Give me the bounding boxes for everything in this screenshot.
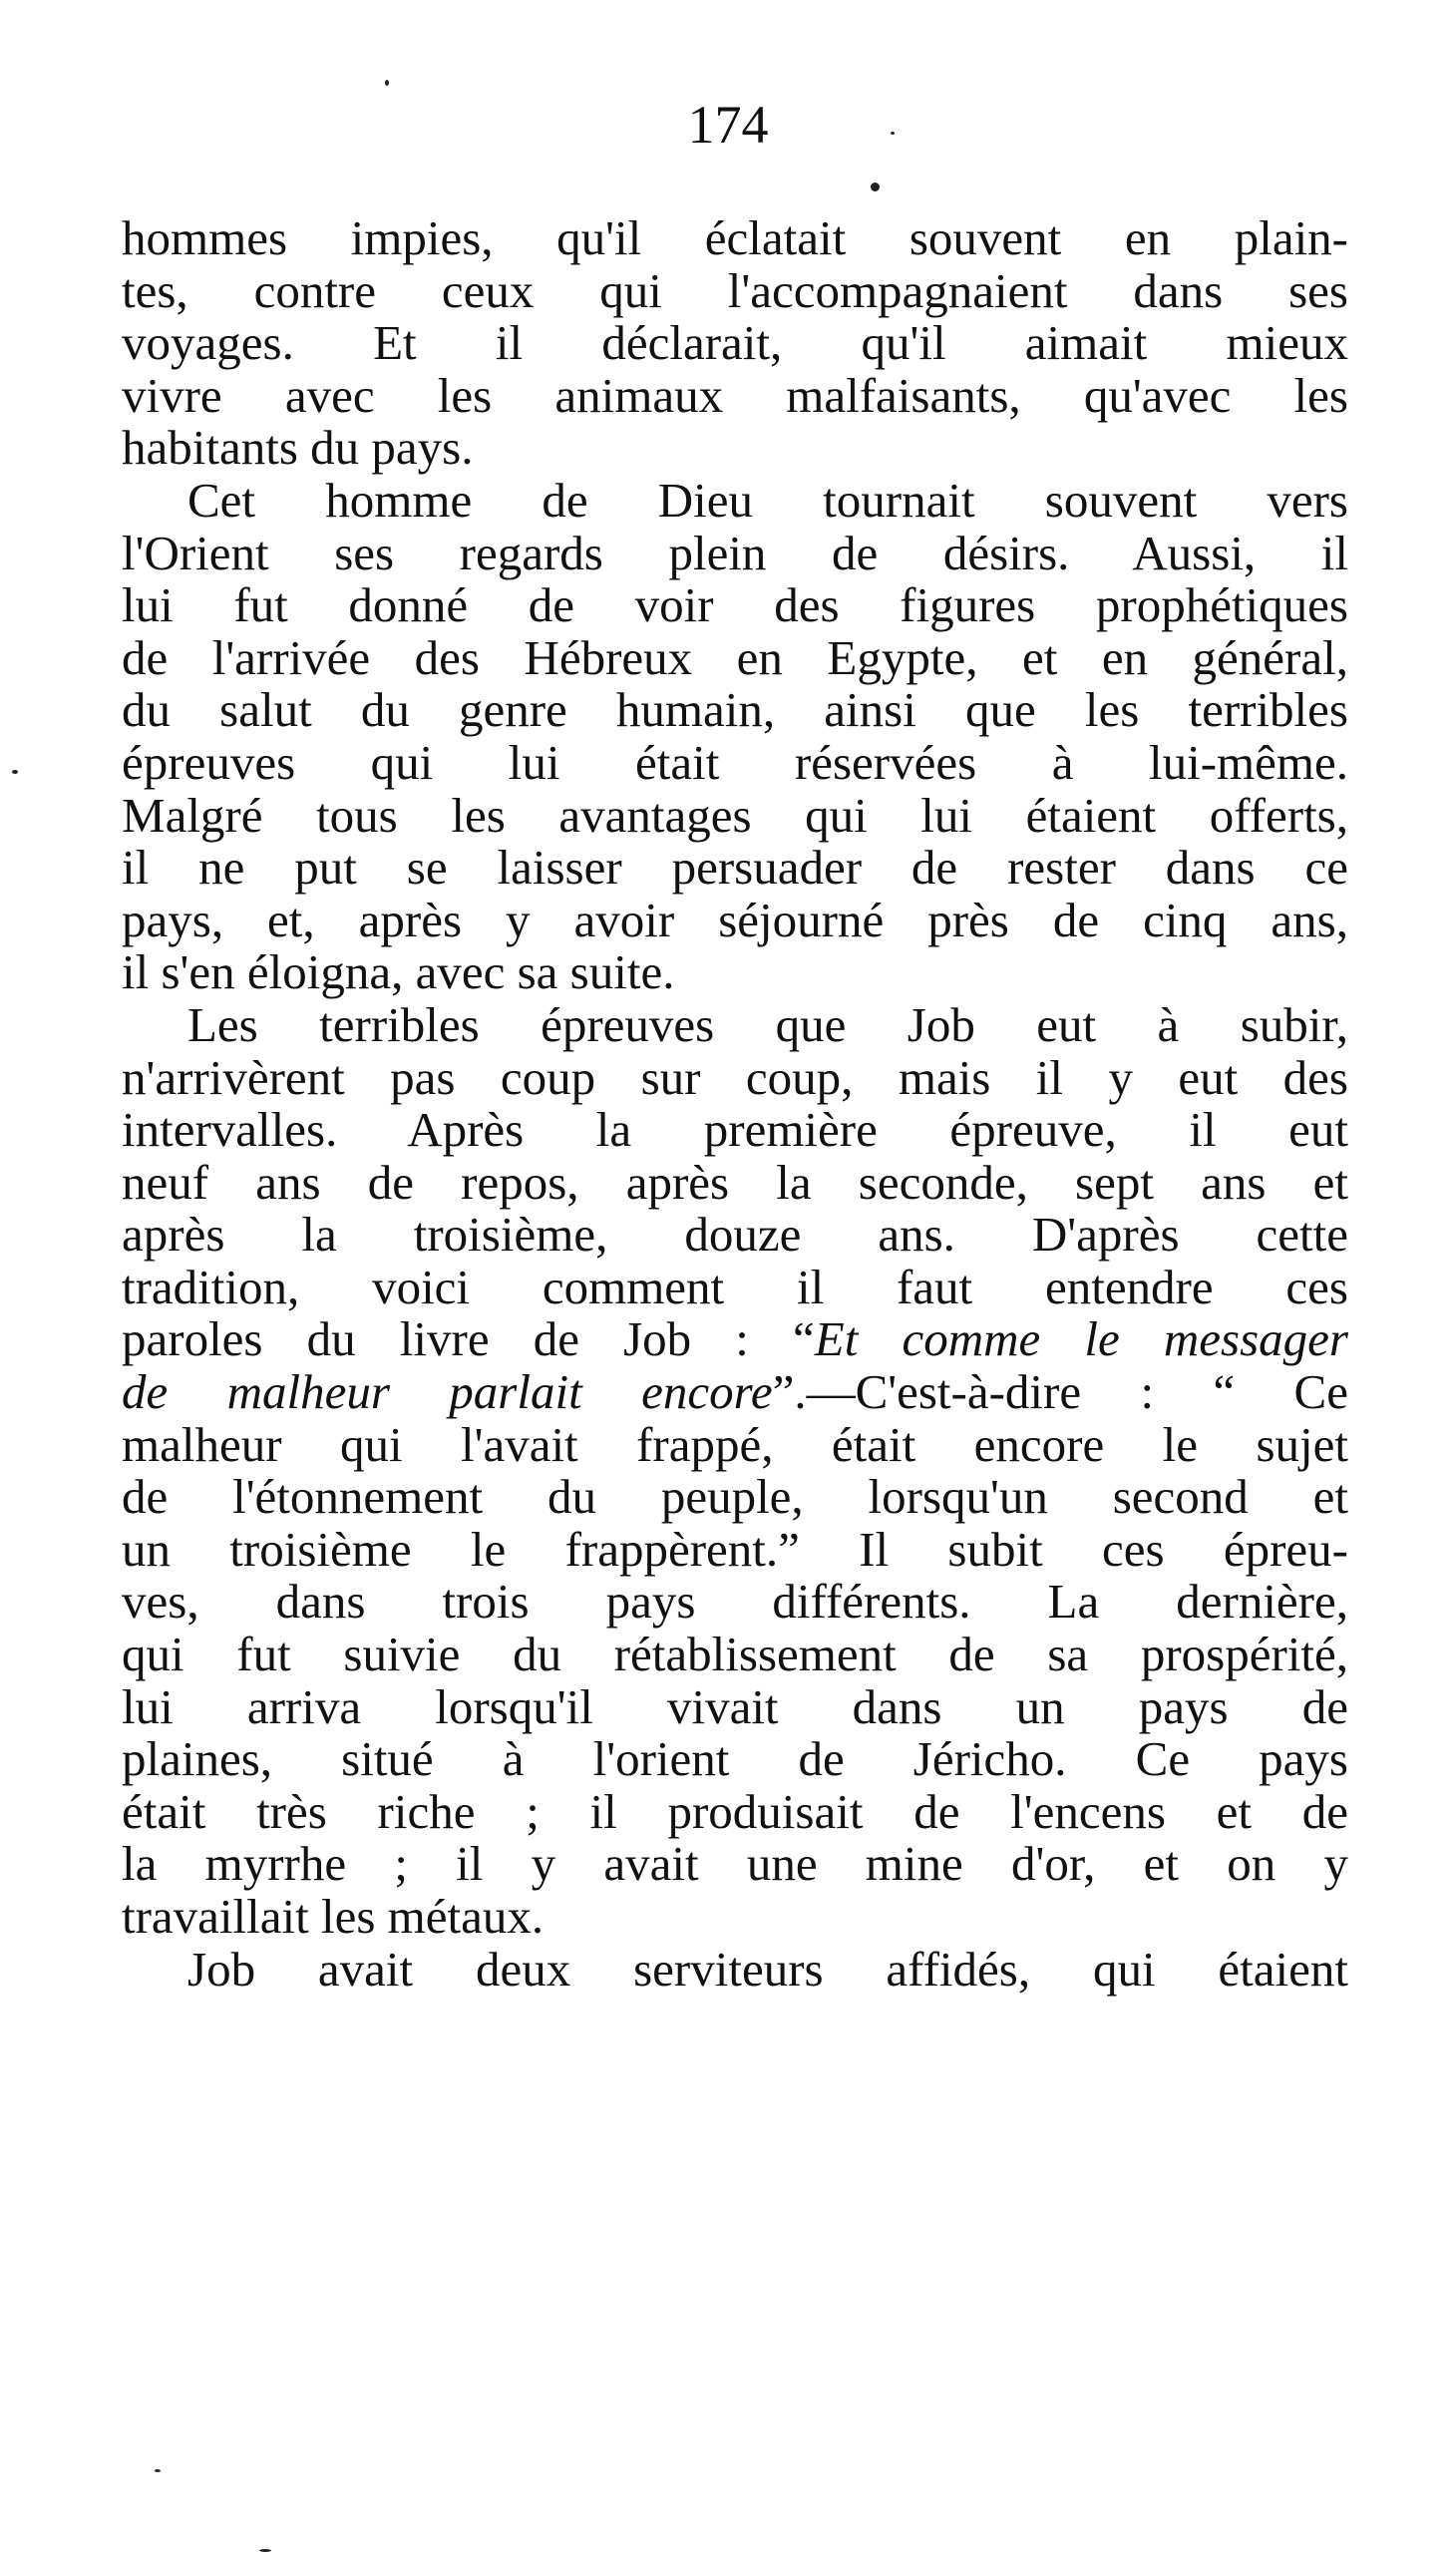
- text-line: de l'arrivée des Hébreux en Egypte, et en général,: [122, 629, 1348, 685]
- scan-speck: [155, 2469, 161, 2472]
- text-line: travaillait les métaux.: [122, 1889, 545, 1944]
- paragraph-start-line: Job avait deux serviteurs affidés, qui étaient: [187, 1941, 1348, 1997]
- scan-speck: [12, 770, 18, 774]
- text-line: tes, contre ceux qui l'accompagnaient dans ses: [122, 262, 1348, 318]
- scan-speck: [871, 182, 880, 191]
- body-text: [122, 212, 1348, 1996]
- text-line: du salut du genre humain, ainsi que les terribles: [122, 682, 1348, 738]
- text-line: il s'en éloigna, avec sa suite.: [122, 944, 675, 1000]
- text-line: l'Orient ses regards plein de désirs. Aussi, il: [122, 525, 1348, 580]
- text-line: ves, dans trois pays différents. La dernière,: [122, 1574, 1348, 1630]
- text-line: lui fut donné de voir des figures prophétiques: [122, 577, 1348, 633]
- text-line: épreuves qui lui était réservées à lui-même.: [122, 734, 1348, 790]
- page-number: 174: [687, 95, 769, 155]
- scan-speck: [891, 132, 895, 135]
- text-line: qui fut suivie du rétablissement de sa prospérité,: [122, 1627, 1348, 1682]
- text-line: neuf ans de repos, après la seconde, sept ans et: [122, 1154, 1348, 1210]
- text-line: était très riche ; il produisait de l'encens et de: [122, 1783, 1348, 1839]
- text-line: vivre avec les animaux malfaisants, qu'avec les: [122, 367, 1348, 423]
- text-line: n'arrivèrent pas coup sur coup, mais il y eut des: [122, 1049, 1348, 1105]
- text-line: habitants du pays.: [122, 420, 474, 476]
- text-line: paroles du livre de Job : “Et comme le messager: [122, 1311, 1348, 1367]
- text-line: de malheur parlait encore”.—C'est-à-dire : “ Ce: [122, 1364, 1348, 1420]
- text-line: tradition, voici comment il faut entendre ces: [122, 1259, 1348, 1314]
- text-line: lui arriva lorsqu'il vivait dans un pays de: [122, 1678, 1348, 1734]
- scan-speck: [385, 80, 389, 86]
- paragraph-start-line: Cet homme de Dieu tournait souvent vers: [187, 472, 1348, 528]
- text-line: un troisième le frappèrent.” Il subit ces épreu-: [122, 1521, 1348, 1577]
- text-line: voyages. Et il déclarait, qu'il aimait mieux: [122, 315, 1348, 371]
- text-line: pays, et, après y avoir séjourné près de cinq ans,: [122, 892, 1348, 947]
- text-line: hommes impies, qu'il éclatait souvent en plain-: [122, 210, 1348, 265]
- text-line: Malgré tous les avantages qui lui étaient offerts,: [122, 787, 1348, 843]
- text-line: de l'étonnement du peuple, lorsqu'un second et: [122, 1469, 1348, 1525]
- italic-quote: Et comme le messager: [814, 1311, 1348, 1367]
- text-line: malheur qui l'avait frappé, était encore le sujet: [122, 1416, 1348, 1472]
- italic-quote: de malheur parlait encore: [122, 1364, 773, 1420]
- text-line: il ne put se laisser persuader de rester dans ce: [122, 840, 1348, 896]
- text-line: plaines, situé à l'orient de Jéricho. Ce pays: [122, 1731, 1348, 1787]
- paragraph-start-line: Les terribles épreuves que Job eut à subir,: [187, 996, 1348, 1052]
- text-line: la myrrhe ; il y avait une mine d'or, et on y: [122, 1836, 1348, 1892]
- text-line: après la troisième, douze ans. D'après cette: [122, 1207, 1348, 1263]
- text-line: intervalles. Après la première épreuve, il eut: [122, 1102, 1348, 1158]
